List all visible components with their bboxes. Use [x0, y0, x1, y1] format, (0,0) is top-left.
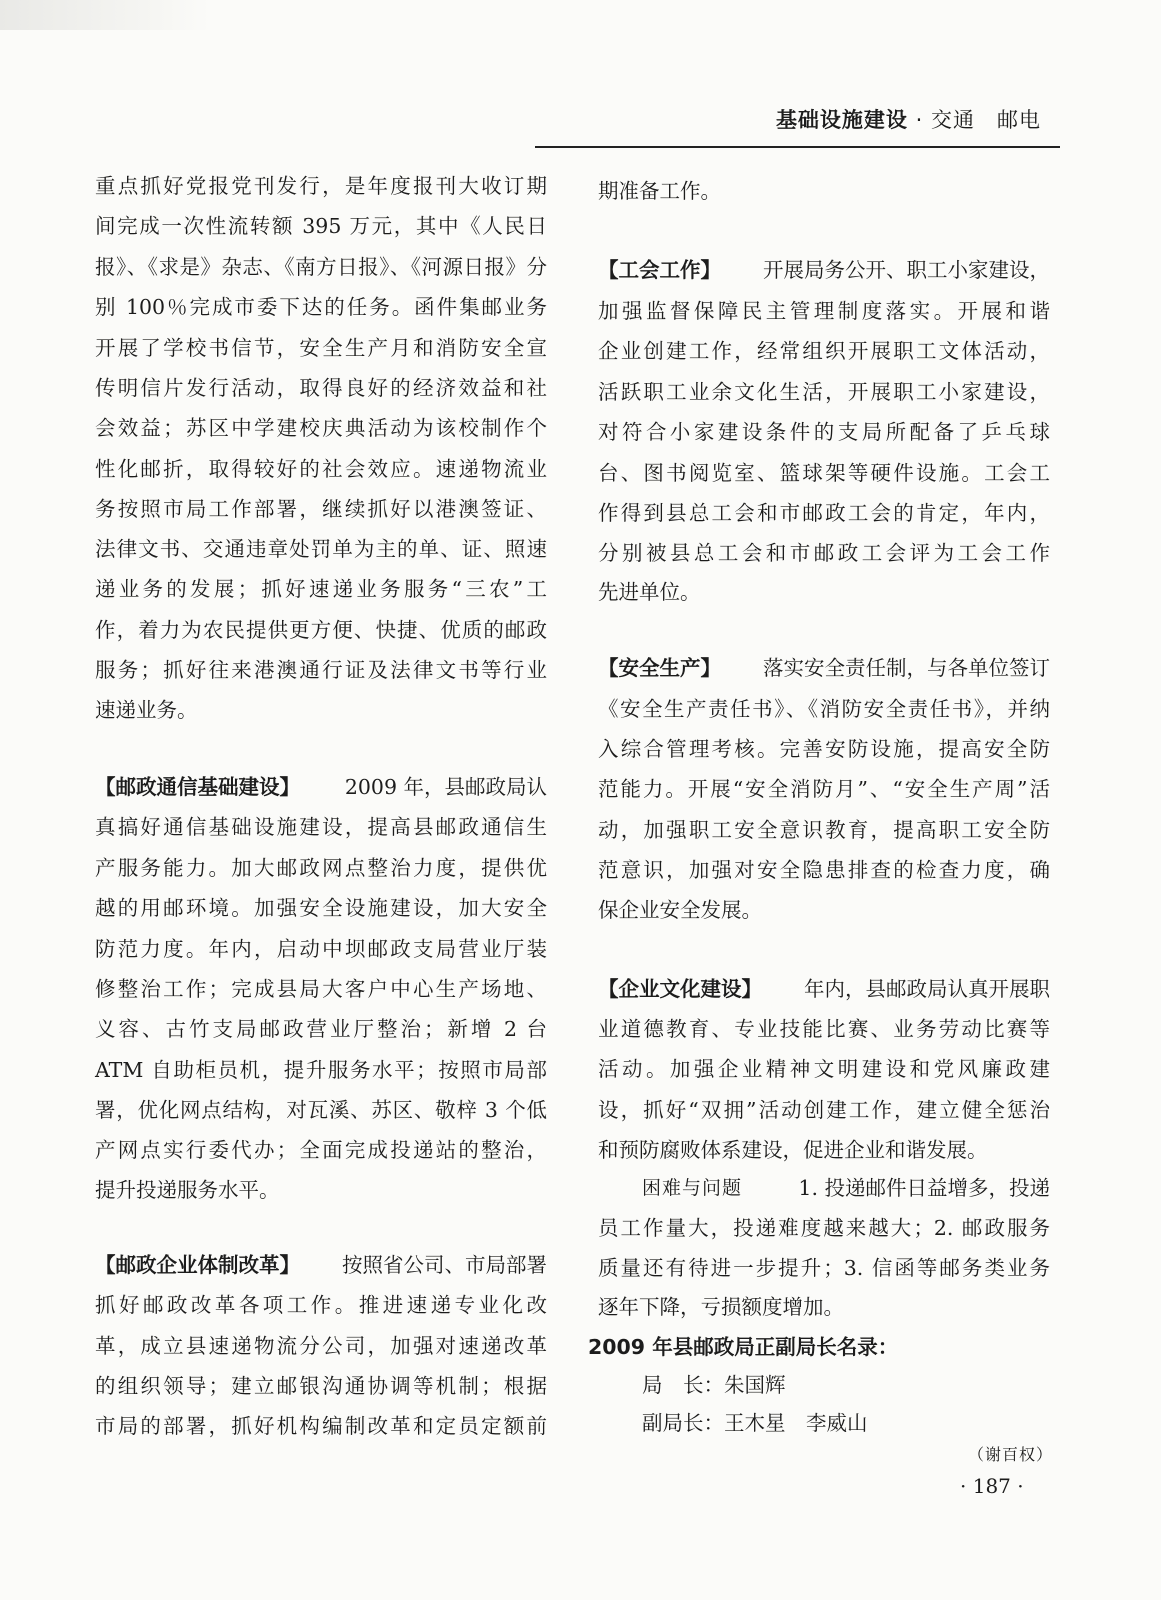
text-line: 设，抓好“双拥”活动创建工作，建立健全惩治 — [598, 1098, 1050, 1122]
page-number: · 187 · — [960, 1474, 1024, 1498]
text-line: 务按照市局工作部署，继续抓好以港澳签证、 — [95, 497, 547, 521]
section-first-line — [598, 656, 1050, 680]
text-line: 速递业务。 — [95, 698, 198, 722]
header-section: 基础设施建设 — [775, 108, 908, 132]
text-line: 期准备工作。 — [598, 179, 721, 203]
deputy-director-entry: 副局长：王木星 李威山 — [642, 1411, 868, 1435]
text-line: 服务；抓好往来港澳通行证及法律文书等行业 — [95, 658, 547, 682]
text-line: 市局的部署，抓好机构编制改革和定员定额前 — [95, 1414, 547, 1438]
text-line: 入综合管理考核。完善安防设施，提高安全防 — [598, 737, 1050, 761]
text-line: 开展局务公开、职工小家建设， — [763, 258, 1050, 282]
header-rule — [535, 146, 1060, 148]
text-line: 提升投递服务水平。 — [95, 1178, 280, 1202]
text-line: 质量还有待进一步提升；3. 信函等邮务类业务 — [598, 1256, 1050, 1280]
text-line: 义容、古竹支局邮政营业厅整治；新增 2 台 — [95, 1017, 547, 1041]
text-line: 按照省公司、市局部署 — [342, 1253, 547, 1277]
text-line: 法律文书、交通违章处罚单为主的单、证、照速 — [95, 537, 547, 561]
running-header — [776, 104, 1041, 134]
section-heading-postal-infrastructure: 【邮政通信基础建设】 — [95, 775, 300, 799]
text-line: 和预防腐败体系建设，促进企业和谐发展。 — [598, 1138, 988, 1162]
section-heading-postal-reform: 【邮政企业体制改革】 — [95, 1253, 300, 1277]
text-line: 署，优化网点结构，对瓦溪、苏区、敬梓 3 个低 — [95, 1098, 547, 1122]
text-line: 动，加强职工安全意识教育，提高职工安全防 — [598, 818, 1050, 842]
text-line: 产服务能力。加大邮政网点整治力度，提供优 — [95, 856, 547, 880]
text-line: 落实安全责任制，与各单位签订 — [763, 656, 1050, 680]
leaders-list-title: 2009 年县邮政局正副局长名录： — [588, 1335, 899, 1359]
text-line: 性化邮折，取得较好的社会效应。速递物流业 — [95, 457, 547, 481]
text-line: 真搞好通信基础设施建设，提高县邮政通信生 — [95, 815, 547, 839]
difficulties-first-line — [598, 1176, 1050, 1200]
text-line: 企业创建工作，经常组织开展职工文体活动， — [598, 339, 1050, 363]
text-line: 越的用邮环境。加强安全设施建设，加大安全 — [95, 896, 547, 920]
text-line: 台、图书阅览室、篮球架等硬件设施。工会工 — [598, 461, 1050, 485]
text-line: 开展了学校书信节，安全生产月和消防安全宣 — [95, 336, 547, 360]
header-separator: · — [915, 108, 924, 132]
scan-shadow — [0, 0, 210, 30]
text-line: 活动。加强企业精神文明建设和党风廉政建 — [598, 1057, 1050, 1081]
text-line: 革，成立县速递物流分公司，加强对速递改革 — [95, 1334, 547, 1358]
text-line: 范能力。开展“安全消防月”、“安全生产周”活 — [598, 777, 1050, 801]
text-line: 《安全生产责任书》、《消防安全责任书》，并纳 — [598, 697, 1050, 721]
difficulties-label: 困难与问题 — [642, 1177, 743, 1199]
section-first-line — [598, 977, 1050, 1001]
text-line: ATM 自助柜员机，提升服务水平；按照市局部 — [95, 1058, 547, 1082]
director-entry: 局 长：朱国辉 — [642, 1373, 786, 1397]
text-line: 业道德教育、专业技能比赛、业务劳动比赛等 — [598, 1017, 1050, 1041]
text-line: 逐年下降，亏损额度增加。 — [598, 1295, 844, 1319]
section-heading-union-work: 【工会工作】 — [598, 258, 721, 282]
text-line: 1. 投递邮件日益增多，投递 — [798, 1176, 1050, 1200]
text-line: 2009 年，县邮政局认 — [344, 775, 547, 799]
section-heading-safety: 【安全生产】 — [598, 656, 721, 680]
text-line: 保企业安全发展。 — [598, 898, 762, 922]
text-line: 范意识，加强对安全隐患排查的检查力度，确 — [598, 858, 1050, 882]
text-line: 递业务的发展；抓好速递业务服务“三农”工 — [95, 577, 547, 601]
text-line: 加强监督保障民主管理制度落实。开展和谐 — [598, 299, 1050, 323]
section-first-line — [95, 775, 547, 799]
text-line: 作得到县总工会和市邮政工会的肯定，年内， — [598, 501, 1050, 525]
header-subsection: 交通 邮电 — [931, 108, 1041, 132]
text-line: 别 100％完成市委下达的任务。函件集邮业务 — [95, 295, 547, 319]
text-line: 防范力度。年内，启动中坝邮政支局营业厅装 — [95, 937, 547, 961]
section-heading-corporate-culture: 【企业文化建设】 — [598, 977, 762, 1001]
section-first-line — [95, 1253, 547, 1277]
text-line: 分别被县总工会和市邮政工会评为工会工作 — [598, 541, 1050, 565]
text-line: 先进单位。 — [598, 580, 701, 604]
text-line: 的组织领导；建立邮银沟通协调等机制；根据 — [95, 1374, 547, 1398]
section-first-line — [598, 258, 1050, 282]
text-line: 员工作量大，投递难度越来越大；2. 邮政服务 — [598, 1216, 1050, 1240]
text-line: 修整治工作；完成县局大客户中心生产场地、 — [95, 977, 547, 1001]
text-line: 对符合小家建设条件的支局所配备了乒乓球 — [598, 420, 1050, 444]
text-line: 产网点实行委代办；全面完成投递站的整治， — [95, 1138, 547, 1162]
text-line: 会效益；苏区中学建校庆典活动为该校制作个 — [95, 416, 547, 440]
text-line: 间完成一次性流转额 395 万元，其中《人民日 — [95, 214, 547, 238]
text-line: 年内，县邮政局认真开展职 — [804, 977, 1050, 1001]
text-line: 重点抓好党报党刊发行，是年度报刊大收订期 — [95, 174, 547, 198]
text-line: 报》、《求是》杂志、《南方日报》、《河源日报》分 — [95, 255, 547, 279]
text-line: 抓好邮政改革各项工作。推进速递专业化改 — [95, 1293, 547, 1317]
text-line: 作，着力为农民提供更方便、快捷、优质的邮政 — [95, 618, 547, 642]
author-credit: （谢百权） — [968, 1445, 1054, 1464]
text-line: 传明信片发行活动，取得良好的经济效益和社 — [95, 376, 547, 400]
text-line: 活跃职工业余文化生活，开展职工小家建设， — [598, 380, 1050, 404]
